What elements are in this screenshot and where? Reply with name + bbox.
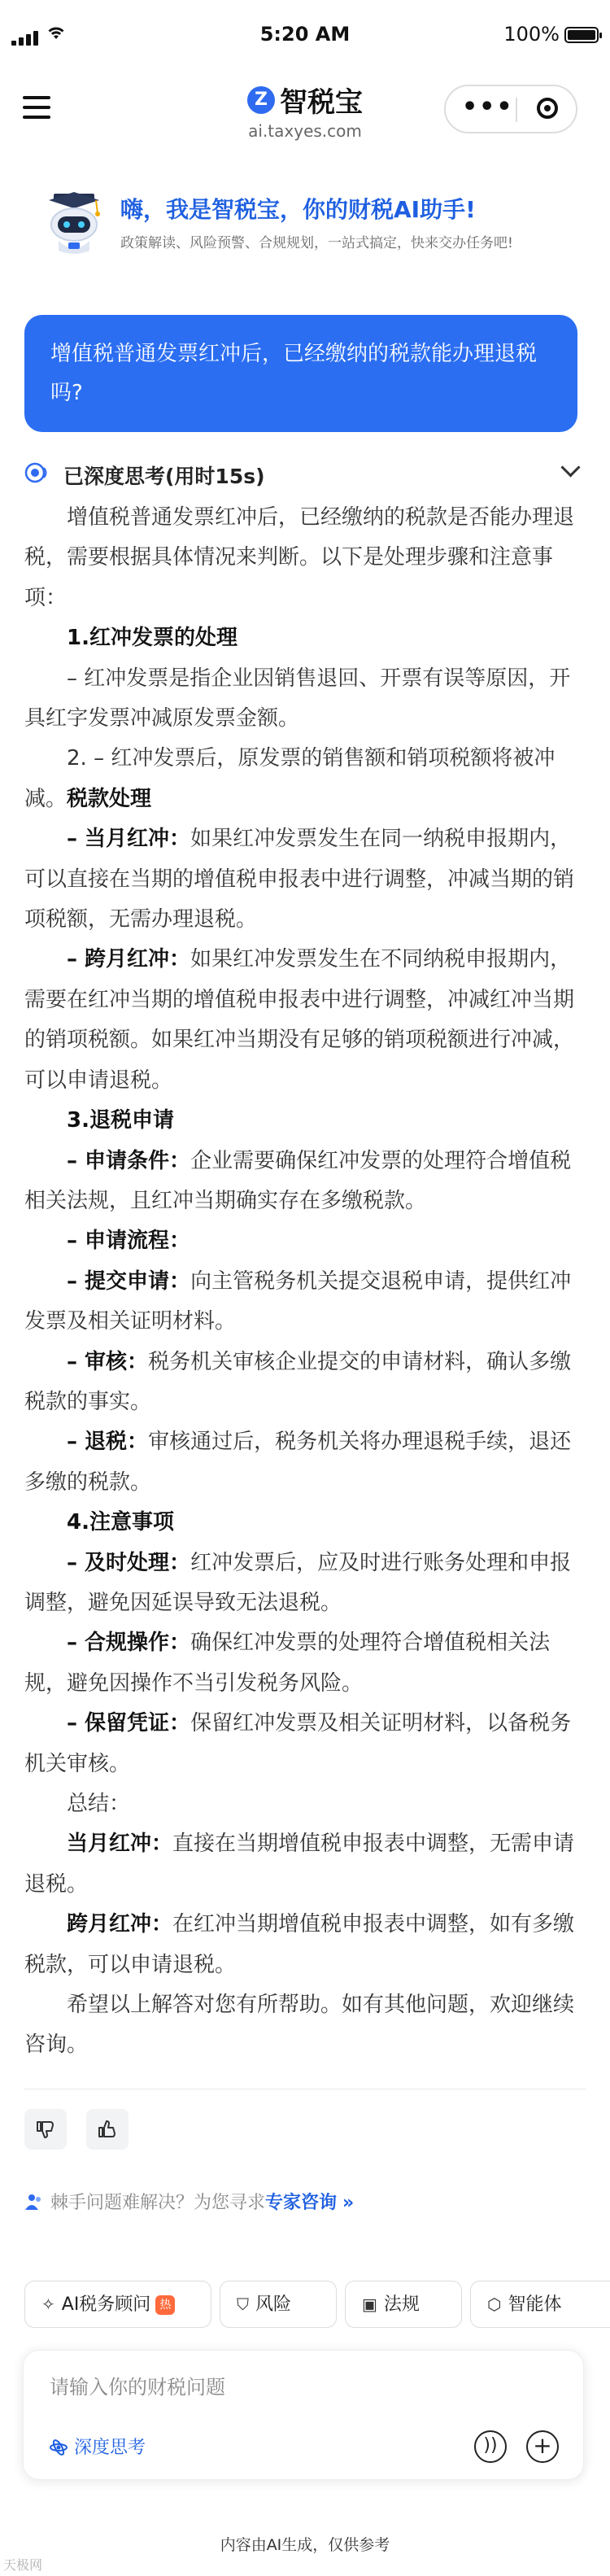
tool-regulations[interactable] xyxy=(345,2281,462,2328)
item-text: 企业需要确保红冲发票的处理符合增值税相关法规，且红冲当期确实存在多缴税款。 xyxy=(24,1148,572,1213)
app-domain: ai.taxyes.com xyxy=(248,121,362,141)
section-title: 4.注意事项 xyxy=(67,1510,174,1535)
quick-tools xyxy=(24,2281,610,2329)
tool-label: 法规 xyxy=(383,2294,420,2315)
answer-closing: 希望以上解答对您有所帮助。如有其他问题，欢迎继续咨询。 xyxy=(24,1993,575,2058)
item-label: – 保留凭证： xyxy=(67,1711,191,1736)
assistant-intro xyxy=(42,186,571,267)
item-label: 当月红冲： xyxy=(67,1832,173,1857)
logo-icon: Z xyxy=(247,86,275,114)
summary-heading: 总结： xyxy=(67,1792,131,1816)
item-text: 税务机关审核企业提交的申请材料，确认多缴税款的事实。 xyxy=(24,1349,572,1414)
item-label: – 及时处理： xyxy=(67,1550,191,1575)
item-label: – 合规操作： xyxy=(67,1631,191,1656)
item-label: – 提交申请： xyxy=(67,1268,191,1294)
tool-label: 智能体 xyxy=(508,2294,562,2315)
deep-thinking-toggle[interactable] xyxy=(24,457,586,490)
voice-icon[interactable]: )) xyxy=(474,2430,507,2463)
user-message-bubble: 增值税普通发票红冲后，已经缴纳的税款能办理退税吗? xyxy=(24,315,577,432)
item-label: – 当月红冲： xyxy=(67,827,191,852)
section-title: 3.退税申请 xyxy=(67,1108,174,1133)
item-text: 保留红冲发票及相关证明材料，以备税务机关审核。 xyxy=(24,1711,572,1776)
people-icon xyxy=(24,2192,44,2211)
nav-header xyxy=(0,73,610,146)
miniapp-capsule xyxy=(444,85,577,133)
item-text: 向主管税务机关提交退税申请，提供红冲发票及相关证明材料。 xyxy=(24,1268,572,1334)
battery-icon xyxy=(564,27,599,43)
answer-intro: 增值税普通发票红冲后，已经缴纳的税款是否能办理退税，需要根据具体情况来判断。以下是处理步骤和注意事项： xyxy=(24,505,575,610)
robot-avatar-icon xyxy=(42,192,106,255)
chat-input-box xyxy=(23,2350,584,2480)
section-title: 税款处理 xyxy=(67,786,152,811)
thumbs-down-button[interactable] xyxy=(24,2109,67,2150)
double-arrow-icon[interactable]: » xyxy=(342,2193,355,2213)
tool-agent[interactable] xyxy=(470,2281,610,2328)
expert-consult-link[interactable]: 专家咨询 xyxy=(265,2193,338,2213)
question-input[interactable] xyxy=(48,2369,556,2406)
sparkle-icon: ✧ xyxy=(41,2294,55,2314)
item-text: 如果红冲发票发生在同一纳税申报期内，可以直接在当期的增值税申报表中进行调整，冲减当期的销项税额，无需办理退税。 xyxy=(24,827,575,932)
add-icon[interactable]: + xyxy=(526,2430,559,2463)
thinking-label: 已深度思考(用时15s) xyxy=(63,465,265,488)
atom-icon xyxy=(50,2438,68,2456)
capsule-divider xyxy=(516,98,517,122)
assistant-answer xyxy=(24,498,577,2066)
chevron-down-icon[interactable] xyxy=(560,457,580,477)
item-label: – 退税： xyxy=(67,1430,149,1455)
battery-percent: 100% xyxy=(503,23,560,46)
item-label: – 跨月红冲： xyxy=(67,947,191,972)
assistant-tagline: 政策解读、风险预警、合规规划，一站式搞定，快来交办任务吧! xyxy=(120,235,513,251)
deep-think-toggle[interactable] xyxy=(41,2434,154,2463)
app-name: 智税宝 xyxy=(280,86,363,119)
hot-badge: 热 xyxy=(155,2295,175,2315)
thumbs-down-icon xyxy=(35,2119,56,2140)
item-label: 跨月红冲： xyxy=(67,1912,173,1937)
assistant-greeting: 嗨，我是智税宝，你的财税AI助手! xyxy=(120,196,476,223)
answer-paragraph: 2. – 红冲发票后，原发票的销售额和销项税额将被冲减。 xyxy=(24,746,556,811)
clock: 5:20 AM xyxy=(259,23,351,46)
thumbs-up-button[interactable] xyxy=(86,2109,129,2150)
ai-disclaimer: 内容由AI生成，仅供参考 xyxy=(220,2536,390,2554)
close-miniapp-icon[interactable] xyxy=(537,98,558,119)
tool-label: AI税务顾问 xyxy=(61,2294,151,2315)
more-icon[interactable]: ••• xyxy=(462,93,514,121)
item-text: 在红冲当期增值税申报表中调整，如有多缴税款，可以申请退税。 xyxy=(24,1912,575,1977)
item-label: – 申请条件： xyxy=(67,1148,191,1173)
thumbs-up-icon xyxy=(97,2119,118,2140)
deep-think-label: 深度思考 xyxy=(74,2438,146,2458)
answer-paragraph: – 红冲发票是指企业因销售退回、开票有误等原因，开具红字发票冲减原发票金额。 xyxy=(24,666,571,731)
status-bar xyxy=(0,0,610,73)
item-text: 红冲发票后，应及时进行账务处理和申报调整，避免因延误导致无法退税。 xyxy=(24,1550,572,1615)
expert-consult-row xyxy=(24,2189,354,2214)
tool-risk[interactable] xyxy=(220,2281,337,2328)
document-icon: ▣ xyxy=(362,2294,377,2314)
tool-label: 风险 xyxy=(255,2294,292,2315)
item-label: – 审核： xyxy=(67,1349,149,1374)
item-text: 确保红冲发票的处理符合增值税相关法规，避免因操作不当引发税务风险。 xyxy=(24,1631,551,1696)
expert-prompt: 棘手问题难解决？为您寻求 xyxy=(50,2193,266,2213)
item-text: 直接在当期增值税申报表中调整，无需申请退税。 xyxy=(24,1832,575,1897)
section-title: 1.红冲发票的处理 xyxy=(67,626,237,651)
item-label: – 申请流程： xyxy=(67,1229,191,1254)
shield-icon: ⛉ xyxy=(237,2294,249,2314)
watermark: 天极网 xyxy=(3,2557,43,2573)
thinking-icon xyxy=(24,462,49,483)
item-text: 如果红冲发票发生在不同纳税申报期内，需要在红冲当期的增值税申报表中进行调整，冲减红冲当期的销项税额。如果红冲当期没有足够的销项税额进行冲减，可以申请退税。 xyxy=(24,947,575,1093)
item-text: 审核通过后，税务机关将办理退税手续，退还多缴的税款。 xyxy=(24,1430,572,1495)
tool-ai-tax-advisor[interactable] xyxy=(24,2281,211,2328)
cube-icon: ⬡ xyxy=(487,2294,502,2314)
